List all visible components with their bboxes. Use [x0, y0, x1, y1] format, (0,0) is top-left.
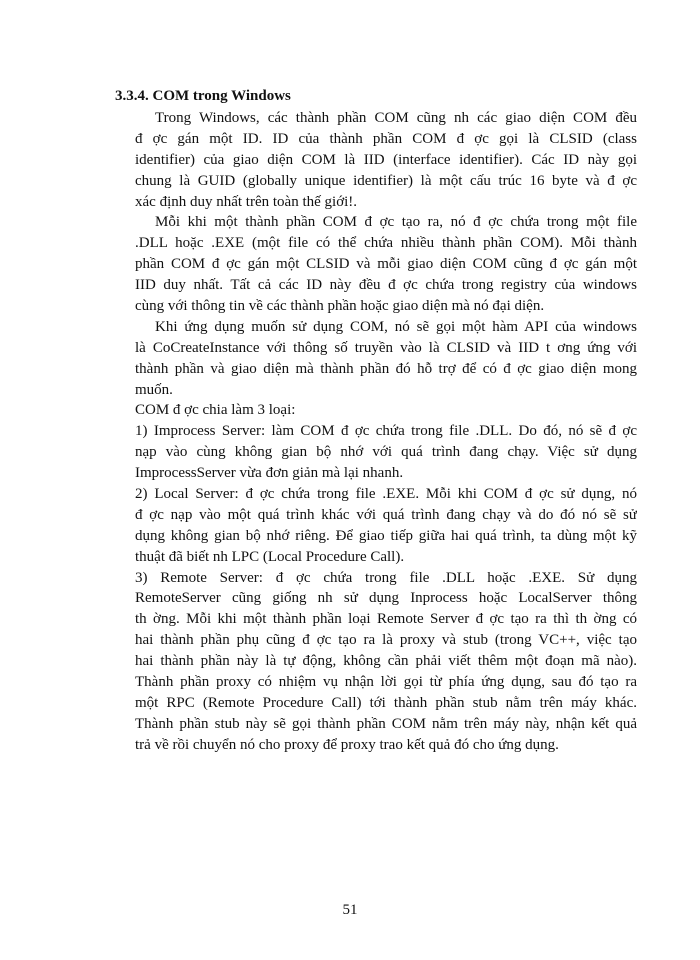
text-line: 3) Remote Server: đ ợc chứa trong file .DLL hoặc .EXE. Sử dụng [135, 569, 637, 586]
text-line: là CoCreateInstance với thông số truyền vào là CLSID và IID t ơng ứng với [135, 339, 637, 356]
text-line: đ ợc gán một ID. ID của thành phần COM đ ợc gọi là CLSID (class [135, 130, 637, 147]
text-line: muốn. [135, 381, 173, 398]
text-line: hai thành phần phụ cũng đ ợc tạo ra là proxy và stub (trong VC++, việc tạo [135, 632, 637, 649]
text-line: nạp vào cùng không gian bộ nhớ với quá trình đang chạy. Việc sử dụng [135, 444, 637, 461]
text-line: identifier) của giao diện COM là IID (interface identifier). Các ID này gọi [135, 151, 637, 168]
text-line: Thành phần proxy có nhiệm vụ nhận lời gọi từ phía ứng dụng, sau đó tạo ra [135, 674, 637, 691]
text-line: Mỗi khi một thành phần COM đ ợc tạo ra, nó đ ợc chứa trong một file [155, 214, 637, 231]
text-line: 2) Local Server: đ ợc chứa trong file .EXE. Mỗi khi COM đ ợc sử dụng, nó [135, 486, 637, 503]
text-line: IID duy nhất. Tất cả các ID này đều đ ợc chứa trong registry của windows [135, 277, 637, 294]
text-line: thuật đã biết nh LPC (Local Procedure Call). [135, 548, 405, 565]
text-line: phần COM đ ợc gán một CLSID và mỗi giao diện COM cũng đ ợc gán một [135, 256, 637, 273]
text-line: ImprocessServer vừa đơn giản mà lại nhanh. [135, 465, 404, 482]
text-line: Khi ứng dụng muốn sử dụng COM, nó sẽ gọi một hàm API của windows [155, 318, 637, 335]
text-line: trả về rồi chuyển nó cho proxy để proxy trao kết quả đó cho ứng dụng. [135, 736, 559, 753]
text-line: th ờng. Mỗi khi một thành phần loại Remote Server đ ợc tạo ra thì th ờng có [135, 611, 637, 628]
text-line: .DLL hoặc .EXE (một file có thể chứa nhiều thành phần COM). Mỗi thành [135, 235, 637, 252]
text-line: chung là GUID (globally unique identifier) là một cấu trúc 16 byte và đ ợc [135, 172, 637, 189]
section-heading: 3.3.4. COM trong Windows [115, 88, 291, 104]
text-line: 1) Improcess Server: làm COM đ ợc chứa trong file .DLL. Do đó, nó sẽ đ ợc [135, 423, 637, 440]
text-line: đ ợc nạp vào một quá trình khác với quá trình đang chạy và do đó nó sẽ sử [135, 506, 637, 523]
text-line: thành phần và giao diện mà thành phần đó hỗ trợ để có đ ợc giao diện mong [135, 360, 637, 377]
body-text [135, 108, 637, 756]
text-line: Thành phần stub này sẽ gọi thành phần COM nằm trên máy này, nhận kết quả [135, 715, 637, 732]
text-line: một RPC (Remote Procedure Call) tới thành phần stub nằm trên máy khác. [135, 694, 637, 711]
page-number: 51 [342, 902, 358, 918]
text-line: RemoteServer cũng giống nh sử dụng Inprocess hoặc LocalServer thông [135, 590, 637, 607]
text-line: dụng không gian bộ nhớ riêng. Để giao tiếp giữa hai quá trình, ta dùng một kỹ [135, 527, 637, 544]
text-line: xác định duy nhất trên toàn thế giới!. [135, 193, 358, 210]
text-line: hai thành phần này là tự động, không cần phải viết thêm một đoạn mã nào). [135, 653, 637, 670]
text-line: COM đ ợc chia làm 3 loại: [135, 402, 296, 419]
text-line: cùng với thông tin về các thành phần hoặc giao diện mà nó đại diện. [135, 298, 545, 315]
text-line: Trong Windows, các thành phần COM cũng nh các giao diện COM đều [155, 110, 637, 126]
